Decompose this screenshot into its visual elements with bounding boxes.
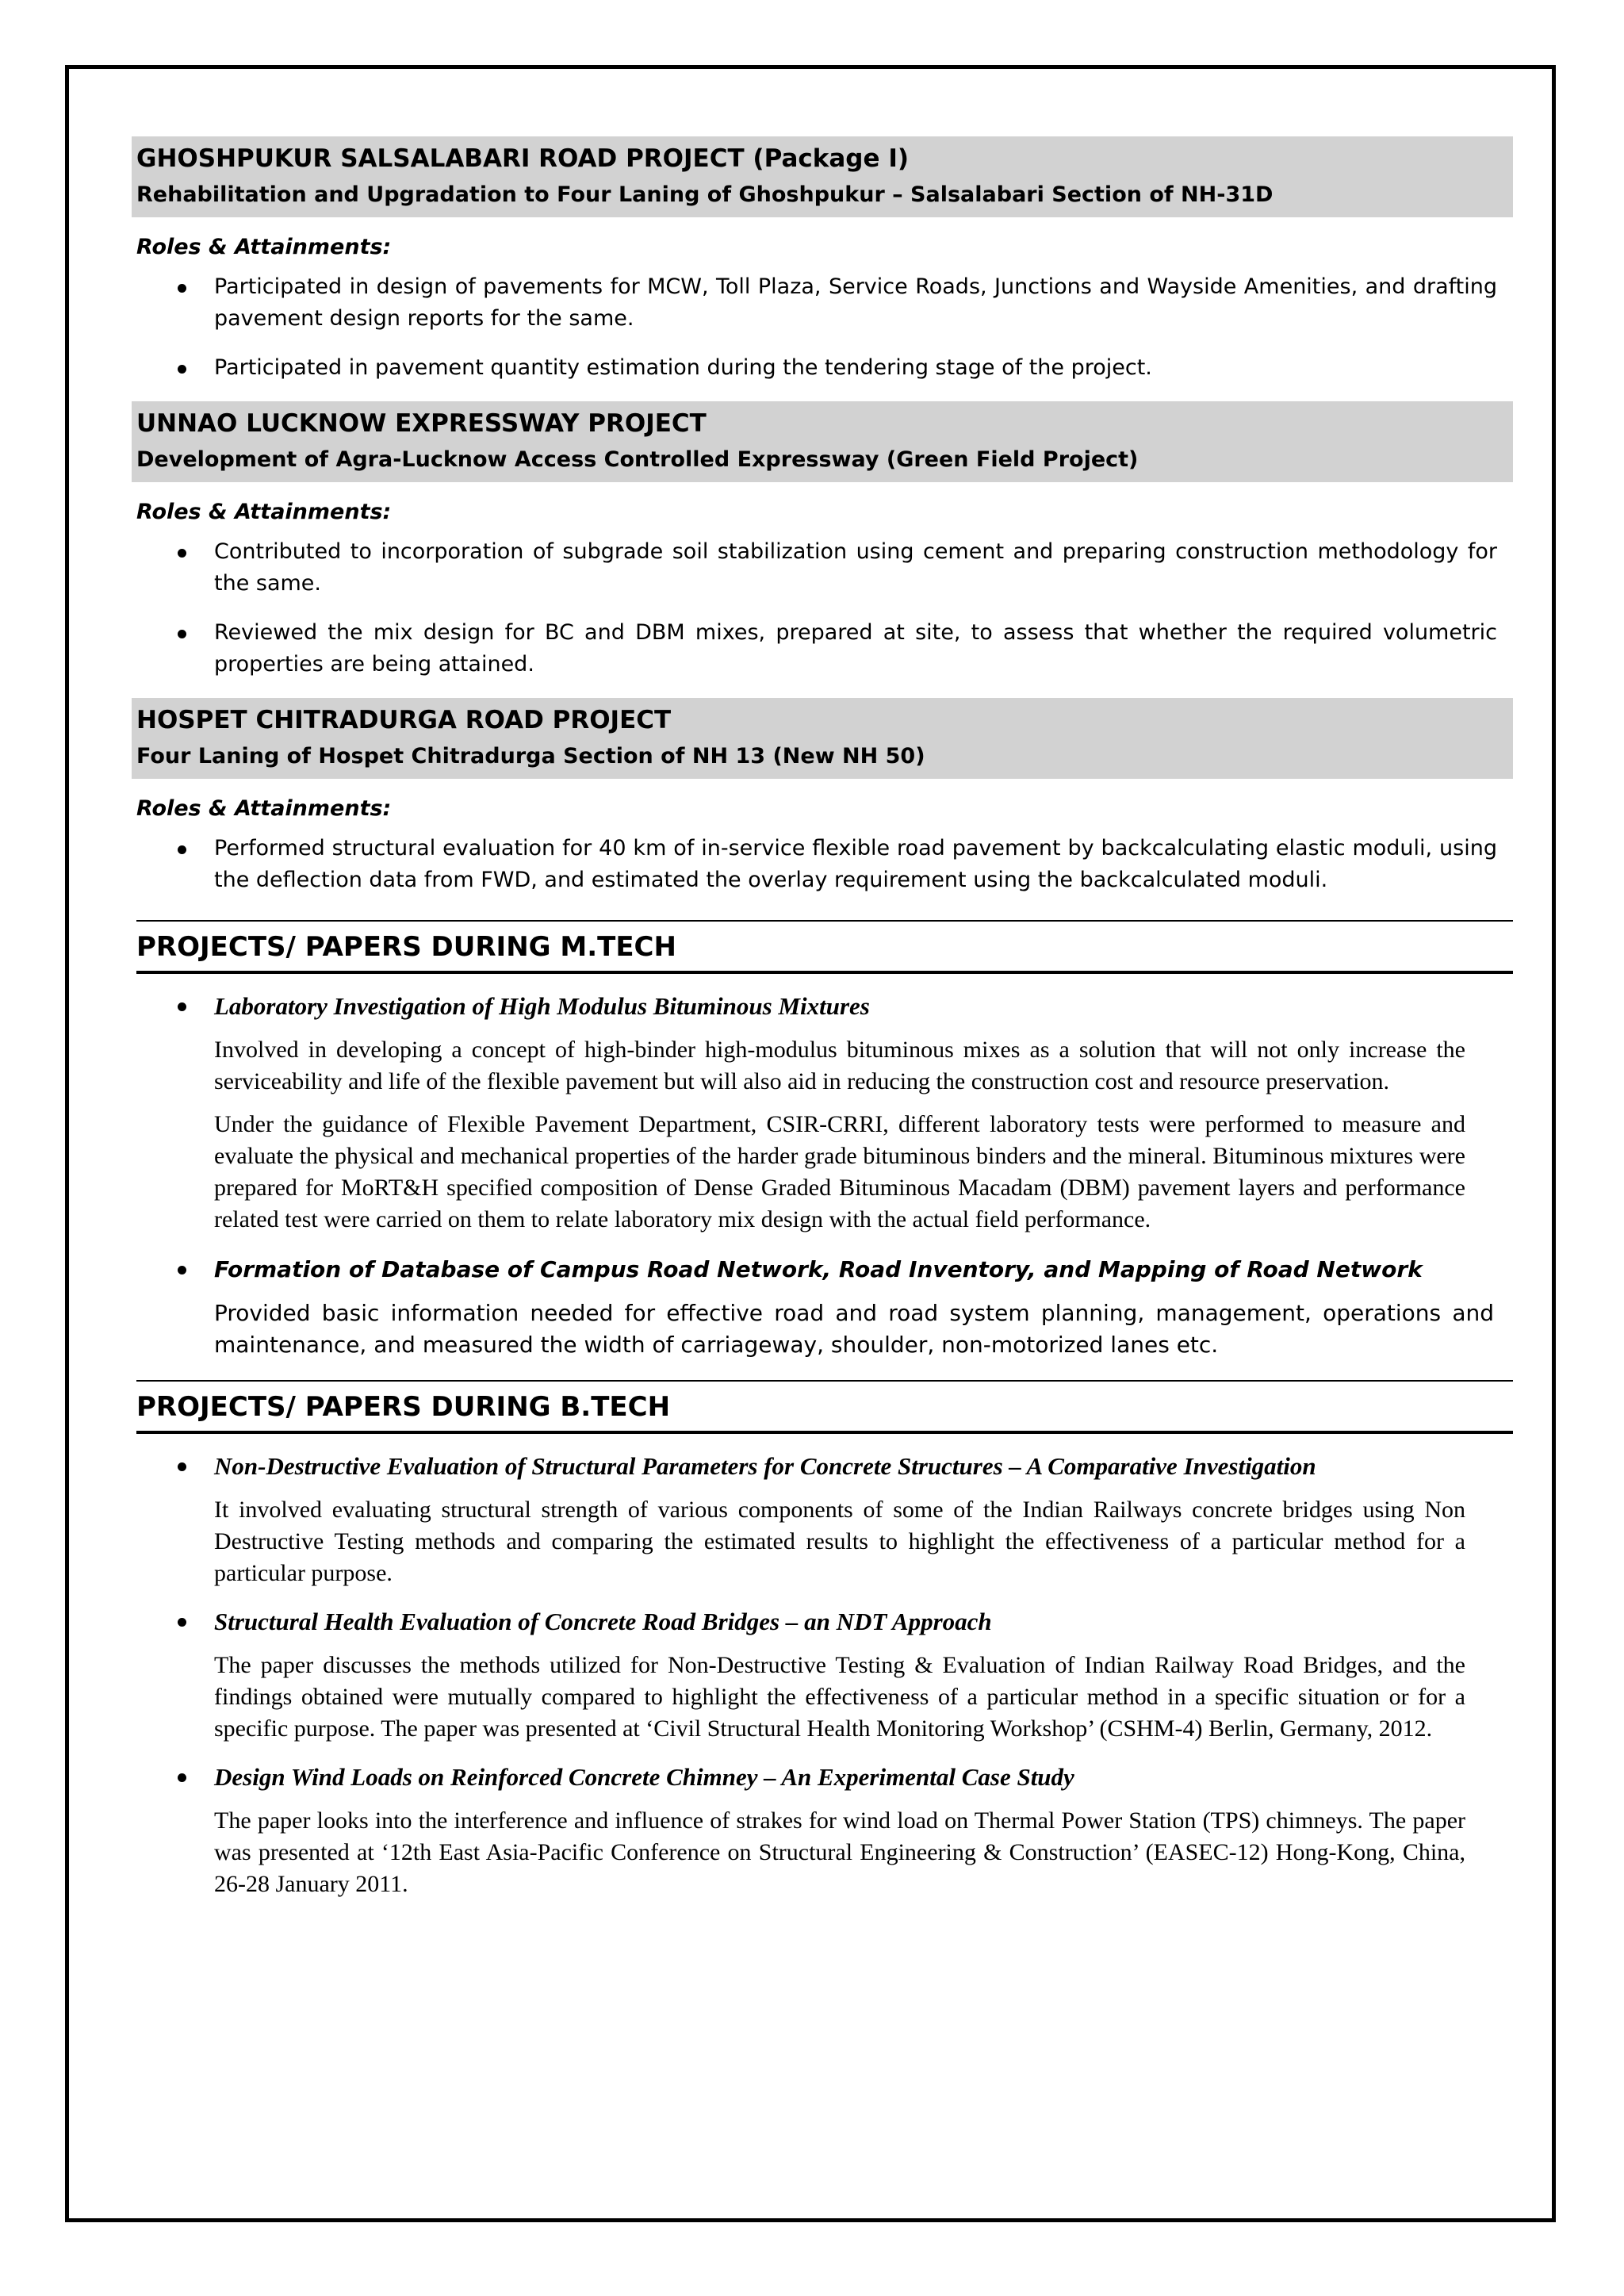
bullet-item: Contributed to incorporation of subgrade soil stabilization using cement and preparing construction methodology for the same. [136, 536, 1497, 600]
project-header [132, 401, 1513, 482]
item-paragraph: Involved in developing a concept of high-binder high-modulus bituminous mixes as a solution that will not only increase the serviceability and life of the flexible pavement but will also aid in reducing the construction cost and resource preservation. [214, 1037, 1465, 1094]
project-header [132, 698, 1513, 779]
resume-content [136, 136, 1497, 1900]
item-paragraph: It involved evaluating structural strength of various components of some of the Indian Railways concrete bridges using Non Destructive Testing methods and comparing the estimated results to highlight the effectiveness of a particular method for a particular purpose. [214, 1497, 1465, 1586]
mtech-section [136, 920, 1497, 1361]
project-title: UNNAO LUCKNOW EXPRESSWAY PROJECT [136, 409, 707, 438]
project-title: HOSPET CHITRADURGA ROAD PROJECT [136, 706, 672, 734]
item-title: Design Wind Loads on Reinforced Concrete Chimney – An Experimental Case Study [214, 1763, 1074, 1791]
roles-label: Roles & Attainments: [136, 235, 392, 259]
project-hospet-chitradurga [136, 698, 1497, 896]
item-title: Structural Health Evaluation of Concrete Road Bridges – an NDT Approach [214, 1608, 992, 1635]
project-unnao-lucknow [136, 401, 1497, 680]
section-heading: PROJECTS/ PAPERS DURING B.TECH [136, 1380, 1513, 1434]
list-item [136, 990, 1497, 1023]
bullet-list [136, 271, 1497, 384]
list-item [136, 1761, 1497, 1794]
list-item [136, 1253, 1497, 1286]
item-title: Formation of Database of Campus Road Network, Road Inventory, and Mapping of Road Network [214, 1256, 1423, 1282]
item-paragraph: The paper discusses the methods utilized for Non-Destructive Testing & Evaluation of Indian Railway Road Bridges, and the findings obtained were mutually compared to highlight the effectiveness of a particular method in a specific situation or for a specific purpose. The paper was presented at ‘Civil Structural Health Monitoring Workshop’ (CSHM-4) Berlin, Germany, 2012. [214, 1652, 1465, 1742]
roles-label: Roles & Attainments: [136, 796, 392, 821]
item-paragraph: Under the guidance of Flexible Pavement Department, CSIR-CRRI, different laboratory tests were performed to measure and evaluate the physical and mechanical properties of the harder grade bituminous binders and the mineral. Bituminous mixtures were prepared for MoRT&H specified composition of Dense Graded Bituminous Macadam (DBM) pavement layers and performance related test were carried on them to relate laboratory mix design with the actual field performance. [214, 1111, 1465, 1232]
section-heading: PROJECTS/ PAPERS DURING M.TECH [136, 920, 1513, 974]
project-subtitle: Four Laning of Hospet Chitradurga Section of NH 13 (New NH 50) [136, 744, 925, 769]
item-title: Laboratory Investigation of High Modulus Bituminous Mixtures [214, 992, 870, 1020]
bullet-item: Participated in pavement quantity estimation during the tendering stage of the project. [136, 352, 1497, 384]
bullet-list [136, 833, 1497, 896]
project-title: GHOSHPUKUR SALSALABARI ROAD PROJECT (Package I) [136, 144, 910, 173]
bullet-list [136, 536, 1497, 680]
item-paragraph: Provided basic information needed for effective road and road system planning, management, operations and maintenance, and measured the width of carriageway, shoulder, non-motorized lanes etc. [214, 1300, 1494, 1358]
project-ghoshpukur [136, 136, 1497, 384]
project-subtitle: Rehabilitation and Upgradation to Four Laning of Ghoshpukur – Salsalabari Section of NH-31D [136, 182, 1274, 207]
project-header [132, 136, 1513, 217]
item-paragraph: The paper looks into the interference and influence of strakes for wind load on Thermal Power Station (TPS) chimneys. The paper was presented at ‘12th East Asia-Pacific Conference on Structural Engineering & Construction’ (EASEC-12) Hong-Kong, China, 26-28 January 2011. [214, 1807, 1465, 1897]
item-title: Non-Destructive Evaluation of Structural Parameters for Concrete Structures – A Comparative Investigation [214, 1452, 1316, 1480]
bullet-item: Participated in design of pavements for MCW, Toll Plaza, Service Roads, Junctions and Wayside Amenities, and drafting pavement design reports for the same. [136, 271, 1497, 335]
list-item [136, 1605, 1497, 1639]
list-item [136, 1450, 1497, 1483]
roles-label: Roles & Attainments: [136, 500, 392, 524]
bullet-item: Performed structural evaluation for 40 km of in-service flexible road pavement by backcalculating elastic moduli, using the deflection data from FWD, and estimated the overlay requirement using the backcalculated moduli. [136, 833, 1497, 896]
project-subtitle: Development of Agra-Lucknow Access Controlled Expressway (Green Field Project) [136, 447, 1139, 472]
btech-section [136, 1380, 1497, 1900]
bullet-item: Reviewed the mix design for BC and DBM mixes, prepared at site, to assess that whether the required volumetric properties are being attained. [136, 617, 1497, 680]
